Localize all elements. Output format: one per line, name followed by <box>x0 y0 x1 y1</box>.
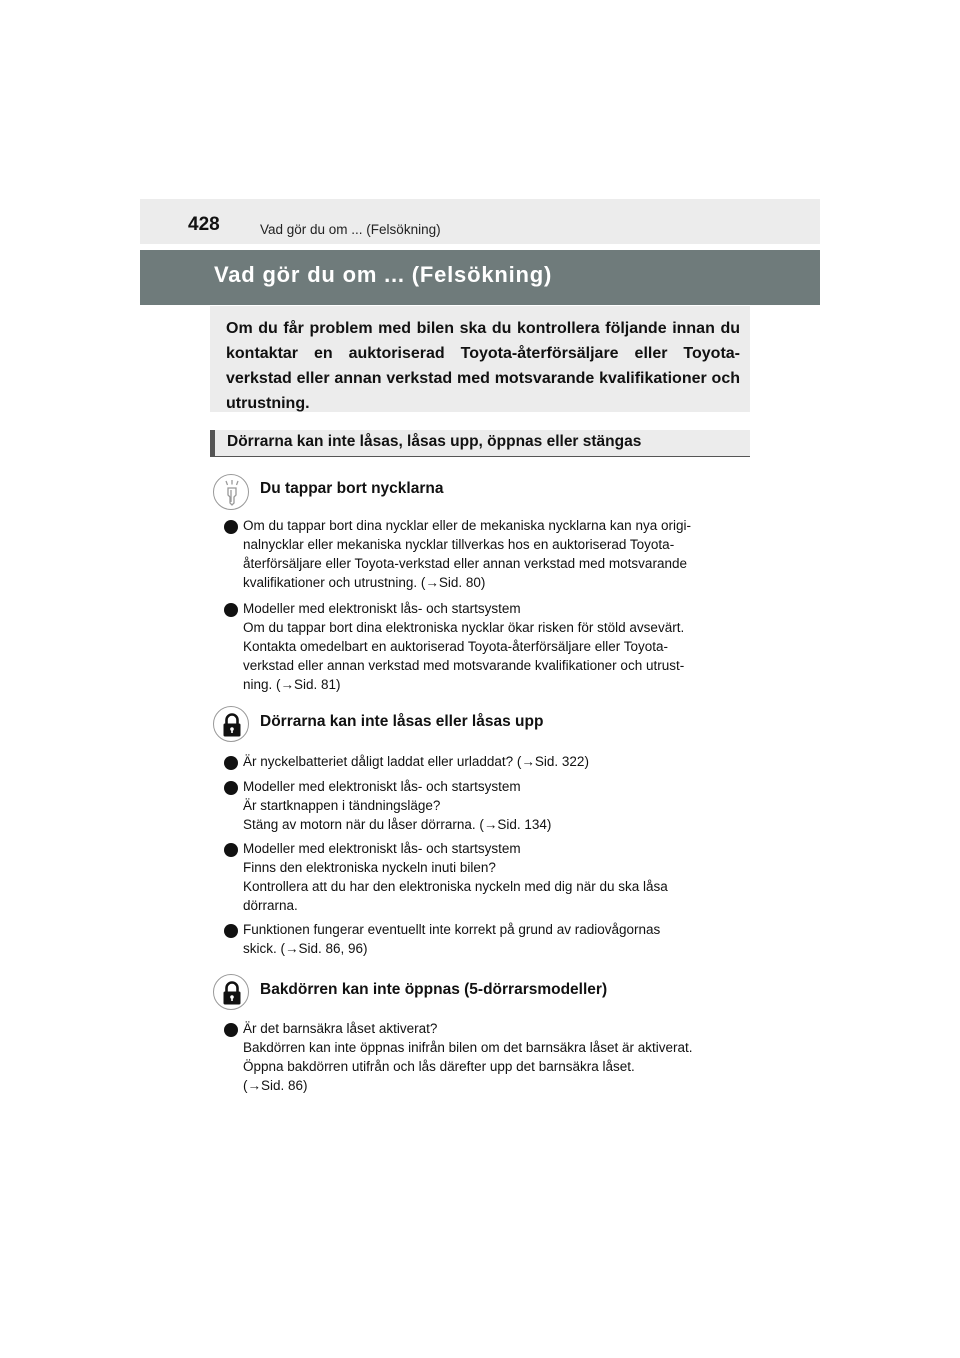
lock-icon <box>213 706 249 742</box>
section-heading-text: Dörrarna kan inte låsas, låsas upp, öppnas eller stängas <box>227 433 642 450</box>
bullet-marker <box>224 520 238 534</box>
running-header <box>140 199 820 244</box>
lock-icon <box>213 974 249 1010</box>
bullet-marker <box>224 843 238 857</box>
key-icon <box>213 474 249 510</box>
section-heading <box>210 430 750 457</box>
list-item: Modeller med elektroniskt lås- och startsystem Är startknappen i tändningsläge? Stäng av motorn när du låser dörrarna. (→Sid. 134) <box>243 779 552 832</box>
bullet-marker <box>224 1023 238 1037</box>
subsection-heading-lost-keys: Du tappar bort nycklarna <box>260 480 444 497</box>
intro-box <box>210 306 750 412</box>
bullet-marker <box>224 756 238 770</box>
list-item: Är nyckelbatteriet dåligt laddat eller urladdat? (→Sid. 322) <box>243 754 589 769</box>
subsection-heading-back-door: Bakdörren kan inte öppnas (5-dörrarsmodeller) <box>260 981 608 998</box>
bullet-marker <box>224 781 238 795</box>
running-head: Vad gör du om ... (Felsökning) <box>260 222 441 237</box>
bullet-marker <box>224 603 238 617</box>
intro-text: Om du får problem med bilen ska du kontrollera följande innan du kontaktar en auktoriserad Toyota-återförsäljare eller Toyota-verkstad eller annan verkstad med motsvarande kvalifikationer och utrustning. <box>226 320 740 412</box>
list-item: Är det barnsäkra låset aktiverat? Bakdörren kan inte öppnas inifrån bilen om det barnsäkra låset är aktiverat. Öppna bakdörren utifrån och lås därefter upp det barnsäkra låset. (→Sid. 86) <box>243 1021 693 1093</box>
title-bar <box>140 250 820 305</box>
bullet-marker <box>224 924 238 938</box>
page-number: 428 <box>188 214 220 235</box>
list-item: Funktionen fungerar eventuellt inte korrekt på grund av radiovågornas skick. (→Sid. 86, 96) <box>243 922 661 956</box>
list-item: Om du tappar bort dina nycklar eller de mekaniska nycklarna kan nya origi- nalnycklar eller mekaniska nycklar tillverkas hos en auktoriserad Toyota- återförsäljare eller Toyota-verkstad eller annan verkstad med motsvarande kvalifikationer och utrustning. (→Sid. 80) <box>243 518 691 590</box>
list-item: Modeller med elektroniskt lås- och startsystem Om du tappar bort dina elektroniska nycklar ökar risken för stöld avsevärt. Kontakta omedelbart en auktoriserad Toyota-återförsäljare eller Toyota- verkstad eller annan verkstad med motsvarande kvalifikationer och utrust- ning. (→Sid. 81) <box>243 601 685 692</box>
subsection-heading-doors-lock: Dörrarna kan inte låsas eller låsas upp <box>260 713 544 730</box>
list-item: Modeller med elektroniskt lås- och startsystem Finns den elektroniska nyckeln inuti bilen? Kontrollera att du har den elektroniska nyckeln med dig när du ska låsa dörrarna. <box>243 841 668 913</box>
page-title: Vad gör du om ... (Felsökning) <box>214 262 553 287</box>
